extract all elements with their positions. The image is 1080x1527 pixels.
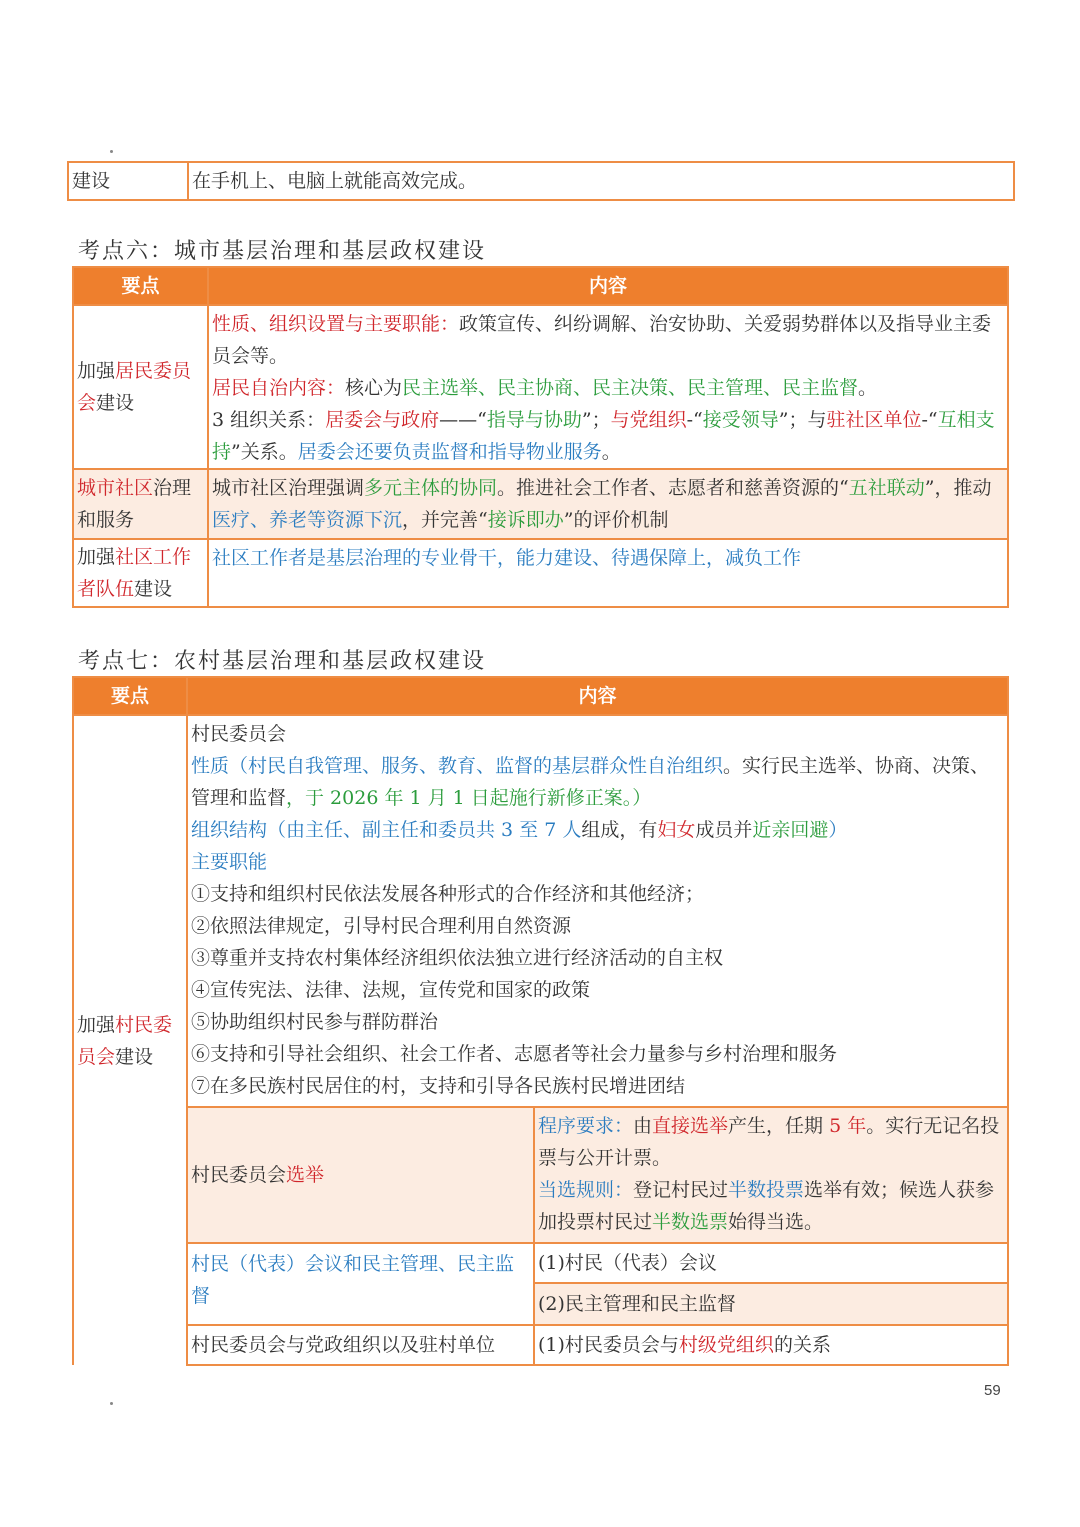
content-cell: 城市社区治理强调多元主体的协同。推进社会工作者、志愿者和慈善资源的“五社联动”，推动医疗、养老等资源下沉，并完善“接诉即办”的评价机制 [208, 469, 1008, 539]
content-cell: 性质、组织设置与主要职能：政策宣传、纠纷调解、治安协助、关爱弱势群体以及指导业主委员会等。 居民自治内容：核心为民主选举、民主协商、民主决策、民主管理、民主监督。 3 组织关系：居委会与政府——“指导与协助”；与党组织-“接受领导”；与驻社区单位-“互相支持”关系。居委会还要负责监督和指导物业服务。 [208, 305, 1008, 469]
page-number: 59 [984, 1382, 1001, 1399]
table-row [73, 1325, 1008, 1365]
table-row [73, 1107, 1008, 1243]
sub-key-cell: 村民委员会选举 [187, 1107, 534, 1243]
key-cell: 加强社区工作者队伍建设 [73, 539, 208, 607]
top-continuation-table [67, 161, 1015, 201]
section6-table [72, 266, 1009, 608]
key-cell: 建设 [68, 162, 188, 200]
table-row [73, 1243, 1008, 1283]
table-header-row [73, 677, 1008, 715]
table-header-row [73, 267, 1008, 305]
content-cell: 社区工作者是基层治理的专业骨干，能力建设、待遇保障上，减负工作 [208, 539, 1008, 607]
section7-heading: 考点七：农村基层治理和基层政权建设 [78, 649, 487, 674]
sub-content-cell: 程序要求：由直接选举产生，任期 5 年。实行无记名投票与公开计票。 当选规则：登记村民过半数投票选举有效；候选人获参加投票村民过半数选票始得当选。 [534, 1107, 1008, 1243]
section7-table [72, 676, 1009, 1366]
sub-content-cell: (1)村民（代表）会议 [534, 1243, 1008, 1283]
key-cell: 城市社区治理和服务 [73, 469, 208, 539]
key-cell: 加强居民委员会建设 [73, 305, 208, 469]
content-cell: 在手机上、电脑上就能高效完成。 [188, 162, 1014, 200]
scan-dot [110, 150, 113, 153]
sub-key-cell: 村民委员会与党政组织以及驻村单位 [187, 1325, 534, 1365]
header-key: 要点 [73, 677, 187, 715]
table-row [73, 469, 1008, 539]
table-row [73, 305, 1008, 469]
scan-dot [110, 1402, 113, 1405]
sub-content-cell: (2)民主管理和民主监督 [534, 1283, 1008, 1325]
key-cell: 加强村民委员会建设 [73, 715, 187, 1365]
section6-heading: 考点六：城市基层治理和基层政权建设 [78, 239, 487, 264]
sub-content-cell: (1)村民委员会与村级党组织的关系 [534, 1325, 1008, 1365]
table-row [73, 539, 1008, 607]
content-cell: 村民委员会 性质（村民自我管理、服务、教育、监督的基层群众性自治组织。实行民主选举、协商、决策、管理和监督，于 2026 年 1 月 1 日起施行新修正案。） 组织结构（由主任、副主任和委员共 3 至 7 人组成，有妇女成员并近亲回避） 主要职能 ①支持和组织村民依法发展各种形式的合作经济和其他经济； ②依照法律规定，引导村民合理利用自然资源 ③尊重并支持农村集体经济组织依法独立进行经济活动的自主权 ④宣传宪法、法律、法规，宣传党和国家的政策 ⑤协助组织村民参与群防群治 ⑥支持和引导社会组织、社会工作者、志愿者等社会力量参与乡村治理和服务 ⑦在多民族村民居住的村，支持和引导各民族村民增进团结 [187, 715, 1008, 1107]
table-row [73, 715, 1008, 1107]
header-content: 内容 [208, 267, 1008, 305]
header-content: 内容 [187, 677, 1008, 715]
sub-key-cell: 村民（代表）会议和民主管理、民主监督 [187, 1243, 534, 1325]
header-key: 要点 [73, 267, 208, 305]
